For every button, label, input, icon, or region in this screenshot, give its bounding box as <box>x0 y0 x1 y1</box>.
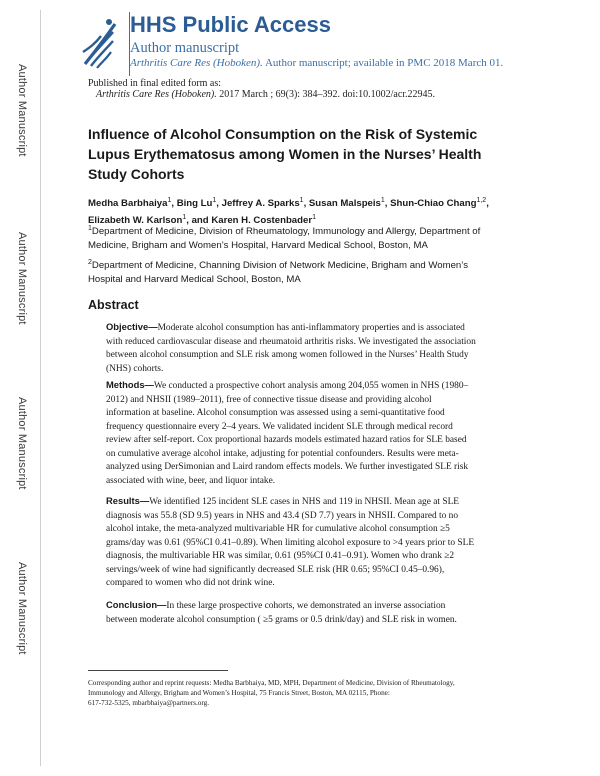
paragraph-line: with reduced cardiovascular disease and rheumatoid arthritis risks. We investigated the association <box>106 336 476 347</box>
author-sup: 1 <box>182 214 187 222</box>
author-name: Elizabeth W. Karlson <box>88 215 183 227</box>
paragraph-line: diagnosis, the multivariable HR was similar, 0.61 (95%CI 0.41–0.91). Women who drank ≥2 <box>106 551 455 561</box>
published-details: 2017 March ; 69(3): 384–392. doi:10.1002/acr.22945. <box>216 89 436 100</box>
methods-paragraph <box>106 378 566 488</box>
paragraph-line: review after self-report. Cox proportional hazards models estimated hazard ratios for SLE based <box>106 435 467 445</box>
paragraph-line <box>106 598 566 614</box>
abstract-heading: Abstract <box>88 298 139 312</box>
affiliation-2 <box>88 256 558 287</box>
paragraph-line <box>106 494 566 510</box>
title-line: Study Cohorts <box>88 166 185 182</box>
affiliation-line <box>88 256 558 273</box>
paragraph-line: between moderate alcohol consumption ( ≥5 grams or 0.5 drink/day) and SLE risk in women. <box>106 614 457 625</box>
paragraph-line: (NHS) cohorts. <box>106 363 164 374</box>
objective-paragraph <box>106 320 566 376</box>
paragraph-line: on cumulative average alcohol intake, adjusting for potential confounders. Results were meta- <box>106 448 459 459</box>
results-lead: Results— <box>106 495 150 506</box>
hhs-eagle-icon <box>79 14 121 72</box>
side-label-author-manuscript: Author Manuscript <box>16 397 28 490</box>
paragraph-line: 2012) and NHSII (1989–2011), free of connective tissue disease and providing alcohol <box>106 394 432 405</box>
journal-name: Arthritis Care Res (Hoboken). <box>130 57 263 69</box>
author-name: , Bing Lu <box>171 198 213 210</box>
published-label: Published in final edited form as: <box>88 78 222 89</box>
side-label-author-manuscript: Author Manuscript <box>16 232 28 325</box>
availability-text: Author manuscript; available in PMC 2018 March 01. <box>262 57 504 69</box>
affiliation-text: Department of Medicine, Division of Rheumatology, Immunology and Allergy, Department of <box>91 226 481 238</box>
published-citation <box>96 89 435 100</box>
affiliation-line: Medicine, Brigham and Women’s Hospital, Harvard Medical School, Boston, MA <box>88 240 428 252</box>
conclusion-lead: Conclusion— <box>106 599 167 610</box>
paragraph-line: grams/day was 0.61 (95%CI 0.41–0.89). When limiting alcohol exposure to >4 years prior to SLE <box>106 537 475 548</box>
author-name: , and Karen H. Costenbader <box>186 215 313 227</box>
paragraph-line <box>106 320 566 336</box>
paragraph-line: information at baseline. Alcohol consumption was assessed using a semi-quantitative food <box>106 408 445 418</box>
author-sup: 1 <box>312 214 316 222</box>
published-journal: Arthritis Care Res (Hoboken). <box>96 89 217 100</box>
author-sup: 1 <box>212 197 217 204</box>
methods-lead: Methods— <box>106 379 154 390</box>
article-title <box>88 124 528 184</box>
author-line <box>88 194 568 211</box>
affiliation-line: Hospital and Harvard Medical School, Boston, MA <box>88 274 301 286</box>
paragraph-line: diagnosis was 55.8 (SD 9.5) years in NHS and 43.4 (SD 7.7) years in NHSII. Compared to no <box>106 510 459 521</box>
corresponding-author-footnote <box>88 678 568 708</box>
side-label-author-manuscript: Author Manuscript <box>16 562 28 655</box>
side-label-author-manuscript: Author Manuscript <box>16 64 28 157</box>
paragraph-line: frequency questionnaire every 2–4 years. We validated incident SLE through medical record <box>106 421 453 432</box>
author-sup: 1 <box>167 197 172 204</box>
author-sup: 1 <box>299 197 304 204</box>
line-text: We identified 125 incident SLE cases in NHS and 119 in NHSII. Mean age at SLE <box>149 497 460 507</box>
footnote-line: 617-732-5325, mbarbhaiya@partners.org. <box>88 699 210 707</box>
hhs-header <box>79 12 579 78</box>
paragraph-line: associated with wine, beer, and liquor intake. <box>106 475 276 486</box>
line-text: Moderate alcohol consumption has anti-inflammatory properties and is associated <box>157 323 465 333</box>
paragraph-line: compared to women who did not drink wine. <box>106 578 275 588</box>
author-manuscript-subtitle: Author manuscript <box>130 40 240 56</box>
affiliation-sup: 2 <box>88 259 92 266</box>
title-line: Lupus Erythematosus among Women in the Nurses’ Health <box>88 146 482 162</box>
availability-citation <box>130 57 503 69</box>
affiliation-line <box>88 222 558 239</box>
footnote-divider <box>88 670 228 671</box>
author-name: , Shun-Chiao Chang <box>384 198 477 210</box>
line-text: We conducted a prospective cohort analysis among 204,055 women in NHS (1980– <box>153 381 469 391</box>
paragraph-line: between alcohol consumption and SLE risk among women followed in the Nurses’ Health Study <box>106 350 469 360</box>
author-name: Medha Barbhaiya <box>88 198 168 210</box>
author-sup: 1,2 <box>476 197 487 204</box>
results-paragraph <box>106 494 566 591</box>
hhs-title: HHS Public Access <box>130 12 331 37</box>
affiliation-1 <box>88 222 558 253</box>
author-name: , Jeffrey A. Sparks <box>216 198 300 210</box>
affiliation-text: Department of Medicine, Channing Division of Network Medicine, Brigham and Women’s <box>91 260 469 272</box>
objective-lead: Objective— <box>106 321 158 332</box>
author-name: , Susan Malspeis <box>303 198 381 210</box>
author-sup: 1 <box>380 197 385 204</box>
side-divider <box>40 10 41 766</box>
title-line: Influence of Alcohol Consumption on the Risk of Systemic <box>88 126 478 142</box>
footnote-line: Immunology and Allergy, Brigham and Women’s Hospital, 75 Francis Street, Boston, MA 02115, Phone: <box>88 689 390 697</box>
paragraph-line <box>106 378 566 394</box>
paragraph-line: alcohol intake, the meta-analyzed multivariable HR for cumulative alcohol consumption ≥5 <box>106 524 450 534</box>
author-separator: , <box>486 198 489 210</box>
conclusion-paragraph <box>106 598 566 627</box>
paragraph-line: analyzed using DerSimonian and Laird random effects models. We further investigated SLE risk <box>106 462 469 472</box>
footnote-line: Corresponding author and reprint requests: Medha Barbhaiya, MD, MPH, Department of Medicine, Division of Rheumatology, <box>88 679 455 687</box>
line-text: In these large prospective cohorts, we demonstrated an inverse association <box>166 601 446 611</box>
paragraph-line: servings/week of wine had significantly decreased SLE risk (HR 0.65; 95%CI 0.45–0.96), <box>106 564 445 575</box>
affiliation-sup: 1 <box>88 225 92 232</box>
